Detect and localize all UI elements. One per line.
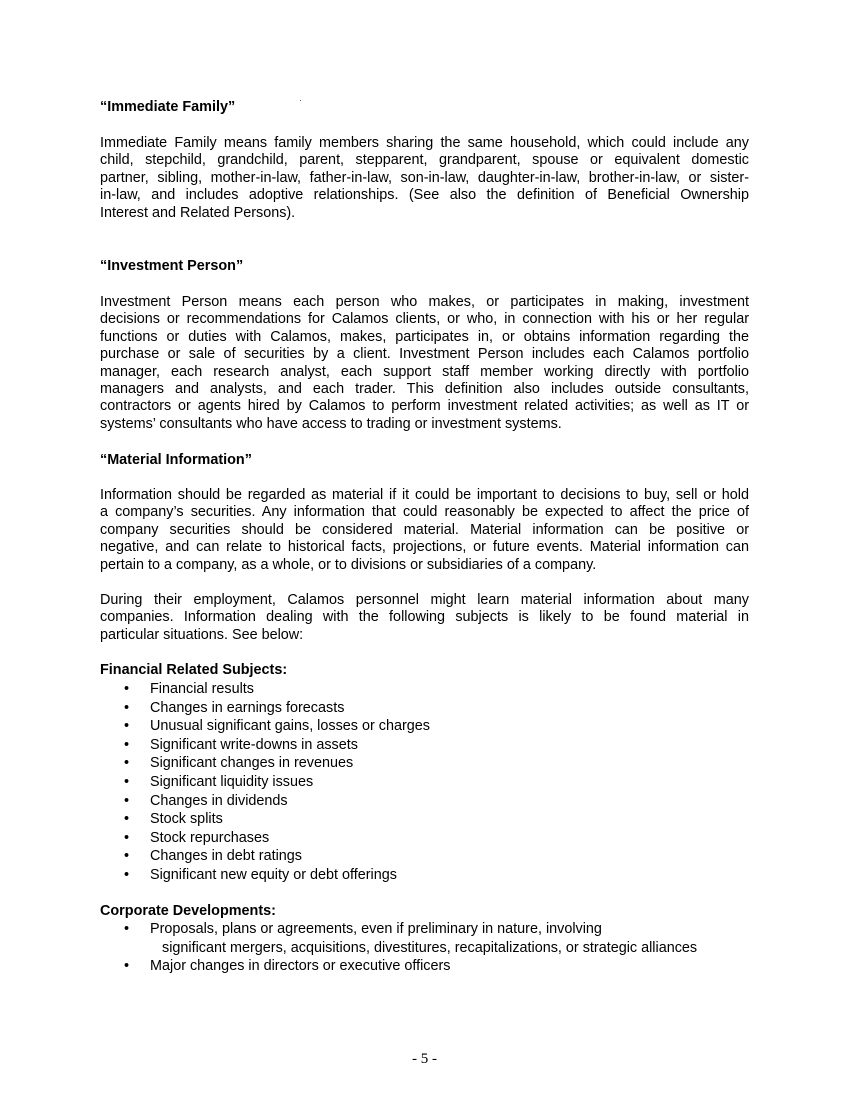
list-item: • Changes in debt ratings bbox=[124, 848, 303, 865]
paragraph-line: pertain to a company, as a whole, or to divisions or subsidiaries of a company. bbox=[100, 556, 597, 573]
paragraph-line: companies. Information dealing with the following subjects is likely to be found material in bbox=[100, 609, 749, 626]
list-item-text: Major changes in directors or executive officers bbox=[150, 958, 451, 975]
bullet-icon: • bbox=[124, 958, 130, 975]
list-item: • Significant new equity or debt offerings bbox=[124, 866, 397, 883]
list-item: • Unusual significant gains, losses or charges bbox=[124, 718, 430, 735]
paragraph-line: decisions or recommendations for Calamos clients, or who, in connection with his or her regular bbox=[100, 311, 749, 328]
bullet-icon: • bbox=[124, 773, 130, 790]
list-item-continuation: significant mergers, acquisitions, divestitures, recapitalizations, or strategic alliances bbox=[162, 939, 698, 956]
paragraph-line: company securities should be considered material. Material information can be positive or bbox=[100, 521, 749, 538]
bullet-icon: • bbox=[124, 792, 130, 809]
immediate-family-paragraph bbox=[100, 135, 749, 222]
list-item bbox=[100, 920, 697, 957]
bullet-icon: • bbox=[124, 829, 130, 846]
material-information-paragraph-1 bbox=[100, 487, 749, 574]
paragraph-line: negative, and can relate to historical facts, projections, or future events. Material information can bbox=[100, 539, 749, 556]
bullet-icon: • bbox=[124, 921, 130, 937]
paragraph-line: functions or duties with Calamos, makes, participates in, or obtains information regarding the bbox=[100, 328, 749, 345]
corporate-developments-heading: Corporate Developments: bbox=[100, 903, 276, 919]
bullet-icon: • bbox=[124, 699, 130, 716]
paragraph-line: a company’s securities. Any information that could reasonably be expected to affect the price of bbox=[100, 504, 749, 521]
paragraph-line: Immediate Family means family members sharing the same household, which could include any bbox=[100, 135, 749, 151]
paragraph-line: During their employment, Calamos personnel might learn material information about many bbox=[100, 592, 749, 608]
bullet-icon: • bbox=[124, 681, 130, 697]
material-information-heading: “Material Information” bbox=[100, 452, 252, 468]
paragraph-line: purchase or sale of securities by a client. Investment Person includes each Calamos portfolio bbox=[100, 346, 749, 363]
list-item: • Stock repurchases bbox=[124, 829, 270, 846]
paragraph-line: particular situations. See below: bbox=[100, 626, 304, 643]
bullet-icon: • bbox=[124, 866, 130, 883]
paragraph-line: systems’ consultants who have access to trading or investment systems. bbox=[100, 415, 562, 432]
list-item: • Significant changes in revenues bbox=[124, 755, 354, 772]
scan-speck bbox=[300, 100, 301, 101]
immediate-family-heading: “Immediate Family” bbox=[100, 99, 236, 115]
financial-subjects-list bbox=[100, 680, 430, 885]
list-item: • Significant liquidity issues bbox=[124, 773, 314, 790]
bullet-icon: • bbox=[124, 736, 130, 753]
paragraph-line: Investment Person means each person who makes, or participates in making, investment bbox=[100, 294, 749, 310]
paragraph-line: in-law, and includes adoptive relationships. (See also the definition of Beneficial Ownership bbox=[100, 187, 749, 204]
financial-subjects-heading: Financial Related Subjects: bbox=[100, 662, 288, 678]
list-item bbox=[100, 957, 697, 976]
investment-person-paragraph bbox=[100, 294, 749, 433]
page-number: - 5 - bbox=[412, 1051, 437, 1067]
list-item: • Financial results bbox=[124, 681, 254, 697]
list-item-text: Proposals, plans or agreements, even if preliminary in nature, involving bbox=[150, 921, 602, 937]
bullet-icon: • bbox=[124, 811, 130, 828]
paragraph-line: Information should be regarded as material if it could be important to decisions to buy, sell or hold bbox=[100, 487, 749, 503]
bullet-icon: • bbox=[124, 848, 130, 865]
material-information-paragraph-2 bbox=[100, 592, 749, 644]
paragraph-line: contractors or agents hired by Calamos to perform investment related activities; as well as IT or bbox=[100, 398, 749, 415]
list-item: • Significant write-downs in assets bbox=[124, 736, 358, 753]
list-item: • Changes in dividends bbox=[124, 792, 288, 809]
paragraph-line: Interest and Related Persons). bbox=[100, 204, 296, 221]
corporate-developments-list bbox=[100, 920, 697, 976]
paragraph-line: partner, sibling, mother-in-law, father-in-law, son-in-law, daughter-in-law, brother-in-law, or sister- bbox=[100, 169, 749, 186]
bullet-icon: • bbox=[124, 718, 130, 735]
list-item: • Stock splits bbox=[124, 811, 223, 828]
paragraph-line: manager, each research analyst, each support staff member working directly with portfolio bbox=[100, 363, 749, 380]
paragraph-line: child, stepchild, grandchild, parent, stepparent, grandparent, spouse or equivalent domestic bbox=[100, 152, 749, 169]
bullet-icon: • bbox=[124, 755, 130, 772]
paragraph-line: managers and analysts, and each trader. This definition also includes outside consultants, bbox=[100, 380, 749, 397]
investment-person-heading: “Investment Person” bbox=[100, 258, 244, 274]
list-item: • Changes in earnings forecasts bbox=[124, 699, 345, 716]
